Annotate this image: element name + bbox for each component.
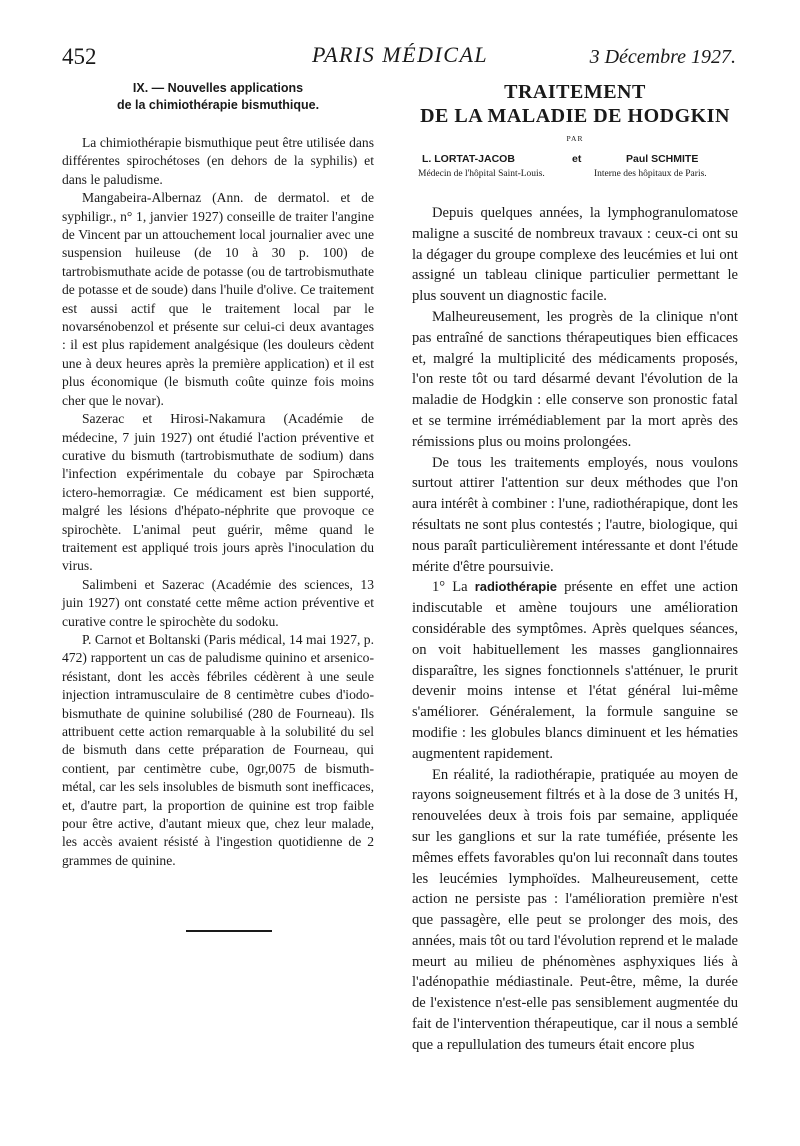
- author-name: L. LORTAT-JACOB: [422, 153, 515, 165]
- page-header: [62, 40, 736, 76]
- paragraph: Mangabeira-Albernaz (Ann. de dermatol. et de syphiligr., n° 1, janvier 1927) conseille de traiter l'angine de Vincent par un attouchement local journalier avec une suspension huileuse (de 10 à 30 p. 100) de tartrobismuthate acide de potasse (ou de tartrobismuthate de potasse et de soude) dans l'huile d'olive. Ce traitement est aussi actif que le traitement local par le novarsénobenzol et présente sur celui-ci deux avantages : il est plus rapidement analgésique (les douleurs cèdent une à deux heures après la première application) et il est plus économique (le bismuth coûte quinze fois moins cher que le novar).: [62, 190, 374, 408]
- paragraph: P. Carnot et Boltanski (Paris médical, 14 mai 1927, p. 472) rapportent un cas de paludisme quinino et arsenico-résistant, dont les accès fébriles cédèrent à une seule injection intramusculaire de 8 centimètre cubes d'iodo-bismuthate de quinine solubilisé (280 de Fourneau). Ils attribuent cette action remarquable à la solubilité du sel de bismuth dans cette préparation de Fourneau, qui contient, par centimètre cube, 0gr,0075 de bismuth-métal, car les sels insolubles de bismuth sont inefficaces, et, d'autre part, la proportion de quinine est trop faible pour être active, d'autant mieux que, chez leur malade, les accès avaient résisté à l'ingestion quotidienne de 2 grammes de quinine.: [62, 631, 374, 868]
- section-divider: [186, 930, 272, 932]
- paragraph: Malheureusement, les progrès de la clinique n'ont pas entraîné de sanctions thérapeutiques bien efficaces et, malgré la multiplicité des médicaments proposés, l'on reste tôt ou tard désarmé devant l'évolution de la maladie de Hodgkin : elle conserve son pronostic fatal et se termine irrémédiablement par la mort après des rémissions plus ou moins prolongées.: [412, 308, 738, 450]
- author-role: Médecin de l'hôpital Saint-Louis.: [418, 169, 545, 179]
- authors-block: [412, 147, 738, 187]
- left-column: [62, 80, 374, 932]
- section-title: IX. — Nouvelles applications de la chimiothérapie bismuthique.: [116, 81, 320, 112]
- author-conjunction: et: [572, 153, 582, 165]
- paragraph: Salimbeni et Sazerac (Académie des sciences, 13 juin 1927) ont constaté cette même action préventive et curative contre le spirochète du sodoku.: [62, 576, 374, 629]
- article-title: TRAITEMENT DE LA MALADIE DE HODGKIN: [420, 81, 730, 127]
- paragraph: Sazerac et Hirosi-Nakamura (Académie de médecine, 7 juin 1927) ont étudié l'action préventive et curative du bismuth (tartrobismuthate de sodium) dans l'infection expérimentale du cobaye par Spirochæta ictero-hemorragiæ. Ce médicament est bien supporté, malgré les lésions d'hépato-néphrite que provoque ce spirochète. L'animal peut guérir, même quand le traitement est appliqué trois jours après l'inoculation du virus.: [62, 411, 374, 574]
- paragraph: La chimiothérapie bismuthique peut être utilisée dans différentes spirochétoses (en dehors de la syphilis) et dans le paludisme.: [62, 135, 374, 187]
- byline-par: PAR: [566, 134, 584, 143]
- paragraph: De tous les traitements employés, nous voulons surtout attirer l'attention sur deux méthodes que l'on aura intérêt à combiner : l'une, radiothérapique, dont les résultats ne sont plus contestés ; l'autre, biologique, qui nous paraît particulièrement intéressante et dont l'étude mérite d'être poursuivie.: [412, 454, 739, 575]
- author-name: Paul SCHMITE: [626, 153, 699, 165]
- author-role: Interne des hôpitaux de Paris.: [594, 169, 707, 179]
- paragraph: Depuis quelques années, la lymphogranulomatose maligne a suscité de nombreux travaux : ceux-ci ont su la dégager du groupe complexe des leucémies et lui ont assigné un tableau clinique particulier permettant le plus souvent un diagnostic facile.: [412, 205, 738, 305]
- page-number: 452: [62, 44, 97, 69]
- paragraph: En réalité, la radiothérapie, pratiquée au moyen de rayons soigneusement filtrés et à la dose de 3 unités H, renouvelées deux à trois fois par semaine, appliquée sur les ganglions et sur la rate tuméfiée, présente les mêmes effets favorables qu'on lui reconnaît dans toutes les leucémies lymphoïdes. Malheureusement, cette action ne persiste pas : l'amélioration première n'est que passagère, elle peut se prolonger des mois, des années, mais tôt ou tard l'évolution reprend et le malade meurt au milieu de phénomènes asphyxiques liés à l'adénopathie médiastinale. Peut-être, même, la durée de l'existence n'est-elle pas sensiblement augmentée du fait de l'intervention thérapeutique, car il nous a semblé que a repullulation des tumeurs était encore plus: [412, 766, 739, 1053]
- journal-title: PARIS MÉDICAL: [312, 42, 489, 67]
- radiotherapy-term: radiothérapie: [474, 579, 558, 595]
- issue-date: 3 Décembre 1927.: [589, 46, 736, 68]
- paragraph-radiotherapy: 1° La radiothérapie présente en effet une action indiscutable et amène toujours une amélioration considérable des symptômes. Après quelques séances, on voit habituellement les masses ganglionnaires disparaître, les signes fonctionnels s'atténuer, le prurit devenir moins intense et l'état général lui-même s'améliorer. Généralement, la formule sanguine se modifie : les globules blancs diminuent et les hématies augmentent rapidement.: [412, 579, 738, 762]
- right-column: [412, 80, 738, 1056]
